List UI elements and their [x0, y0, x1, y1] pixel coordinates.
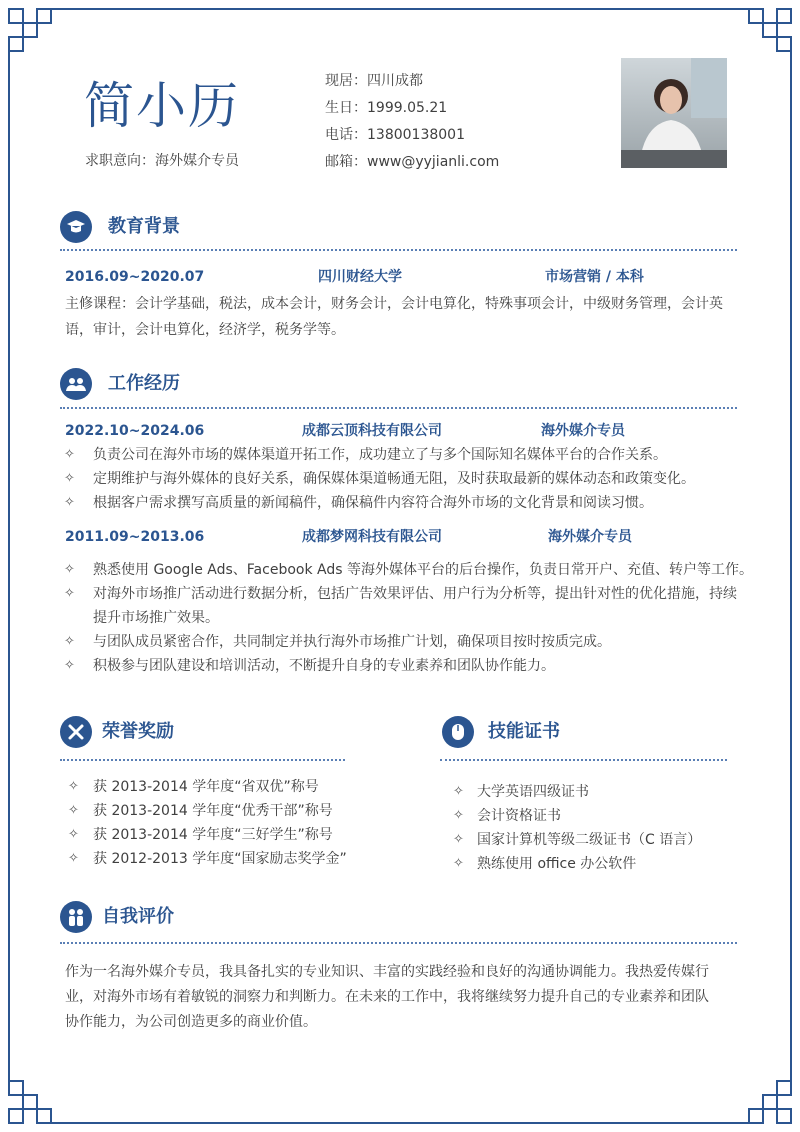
job-bullet: 对海外市场推广活动进行数据分析，包括广告效果评估、用户行为分析等，提出针对性的优化措施，持续 [93, 586, 737, 602]
section-title-honors: 荣誉奖励 [102, 721, 174, 742]
candidate-name: 简小历 [84, 77, 240, 135]
bullet-icon: ✧ [64, 586, 75, 601]
info-residence: 现居：四川成都 [325, 73, 423, 89]
mouse-icon [442, 716, 474, 748]
honor-item: 获 2013-2014 学年度“优秀干部”称号 [93, 803, 333, 819]
job-company: 成都梦网科技有限公司 [302, 529, 442, 545]
job-bullet: 积极参与团队建设和培训活动，不断提升自身的专业素养和团队协作能力。 [93, 658, 555, 674]
bullet-icon: ✧ [68, 803, 79, 818]
job-bullet: 负责公司在海外市场的媒体渠道开拓工作，成功建立了与多个国际知名媒体平台的合作关系。 [93, 447, 667, 463]
divider [60, 942, 737, 944]
honor-item: 获 2013-2014 学年度“省双优”称号 [93, 779, 319, 795]
bullet-icon: ✧ [64, 447, 75, 462]
divider [60, 407, 737, 409]
self-eval-line: 作为一名海外媒介专员，我具备扎实的专业知识、丰富的实践经验和良好的沟通协调能力。我热爱传媒行 [65, 964, 709, 980]
bullet-icon: ✧ [64, 495, 75, 510]
job-bullet: 定期维护与海外媒体的良好关系，确保媒体渠道畅通无阻，及时获取最新的媒体动态和政策变化。 [93, 471, 695, 487]
job-date: 2022.10~2024.06 [65, 423, 205, 439]
bullet-icon: ✧ [68, 851, 79, 866]
info-email: 邮箱：www@yyjianli.com [325, 154, 500, 170]
skill-item: 大学英语四级证书 [477, 784, 589, 800]
self-eval-line: 业，对海外市场有着敏锐的洞察力和判断力。在未来的工作中，我将继续努力提升自己的专业素养和团队 [65, 989, 709, 1005]
bullet-icon: ✧ [64, 471, 75, 486]
job-position: 海外媒介专员 [548, 529, 632, 545]
honor-item: 获 2012-2013 学年度“国家励志奖学金” [93, 851, 347, 867]
bullet-icon: ✧ [64, 634, 75, 649]
section-title-work: 工作经历 [108, 373, 180, 394]
divider [60, 249, 737, 251]
job-position: 海外媒介专员 [541, 423, 625, 439]
edu-courses-line: 语，审计，会计电算化，经济学，税务学等。 [65, 322, 345, 338]
self-eval-line: 协作能力，为公司创造更多的商业价值。 [65, 1014, 317, 1030]
bullet-icon: ✧ [68, 779, 79, 794]
bullet-icon: ✧ [453, 808, 464, 823]
honor-item: 获 2013-2014 学年度“三好学生”称号 [93, 827, 333, 843]
skill-item: 熟练使用 office 办公软件 [477, 856, 637, 872]
info-phone: 电话：13800138001 [325, 127, 465, 143]
job-bullet: 熟悉使用 Google Ads、Facebook Ads 等海外媒体平台的后台操作，负责日常开户、充值、转户等工作。 [93, 562, 753, 578]
job-company: 成都云顶科技有限公司 [302, 423, 442, 439]
bullet-icon: ✧ [453, 856, 464, 871]
section-title-self: 自我评价 [102, 906, 174, 927]
job-bullet: 与团队成员紧密合作，共同制定并执行海外市场推广计划，确保项目按时按质完成。 [93, 634, 611, 650]
bullet-icon: ✧ [453, 784, 464, 799]
section-title-education: 教育背景 [108, 216, 180, 237]
edu-date: 2016.09~2020.07 [65, 269, 205, 285]
section-title-skills: 技能证书 [488, 721, 560, 742]
edu-courses-line: 主修课程：会计学基础，税法，成本会计，财务会计，会计电算化，特殊事项会计，中级财务管理，会计英 [65, 296, 723, 312]
job-date: 2011.09~2013.06 [65, 529, 205, 545]
edu-major: 市场营销 / 本科 [545, 269, 644, 285]
team-icon [60, 368, 92, 400]
bullet-icon: ✧ [64, 562, 75, 577]
divider [60, 759, 345, 761]
job-intention: 求职意向：海外媒介专员 [85, 153, 239, 169]
job-bullet-cont: 提升市场推广效果。 [93, 610, 219, 626]
bullet-icon: ✧ [68, 827, 79, 842]
info-birthday: 生日：1999.05.21 [325, 100, 448, 116]
job-bullet: 根据客户需求撰写高质量的新闻稿件，确保稿件内容符合海外市场的文化背景和阅读习惯。 [93, 495, 653, 511]
people-icon [60, 901, 92, 933]
edu-school: 四川财经大学 [318, 269, 402, 285]
tools-icon [60, 716, 92, 748]
skill-item: 国家计算机等级二级证书（C 语言） [477, 832, 702, 848]
skill-item: 会计资格证书 [477, 808, 561, 824]
bullet-icon: ✧ [453, 832, 464, 847]
profile-photo [621, 58, 727, 168]
divider [440, 759, 727, 761]
graduation-cap-icon [60, 211, 92, 243]
bullet-icon: ✧ [64, 658, 75, 673]
